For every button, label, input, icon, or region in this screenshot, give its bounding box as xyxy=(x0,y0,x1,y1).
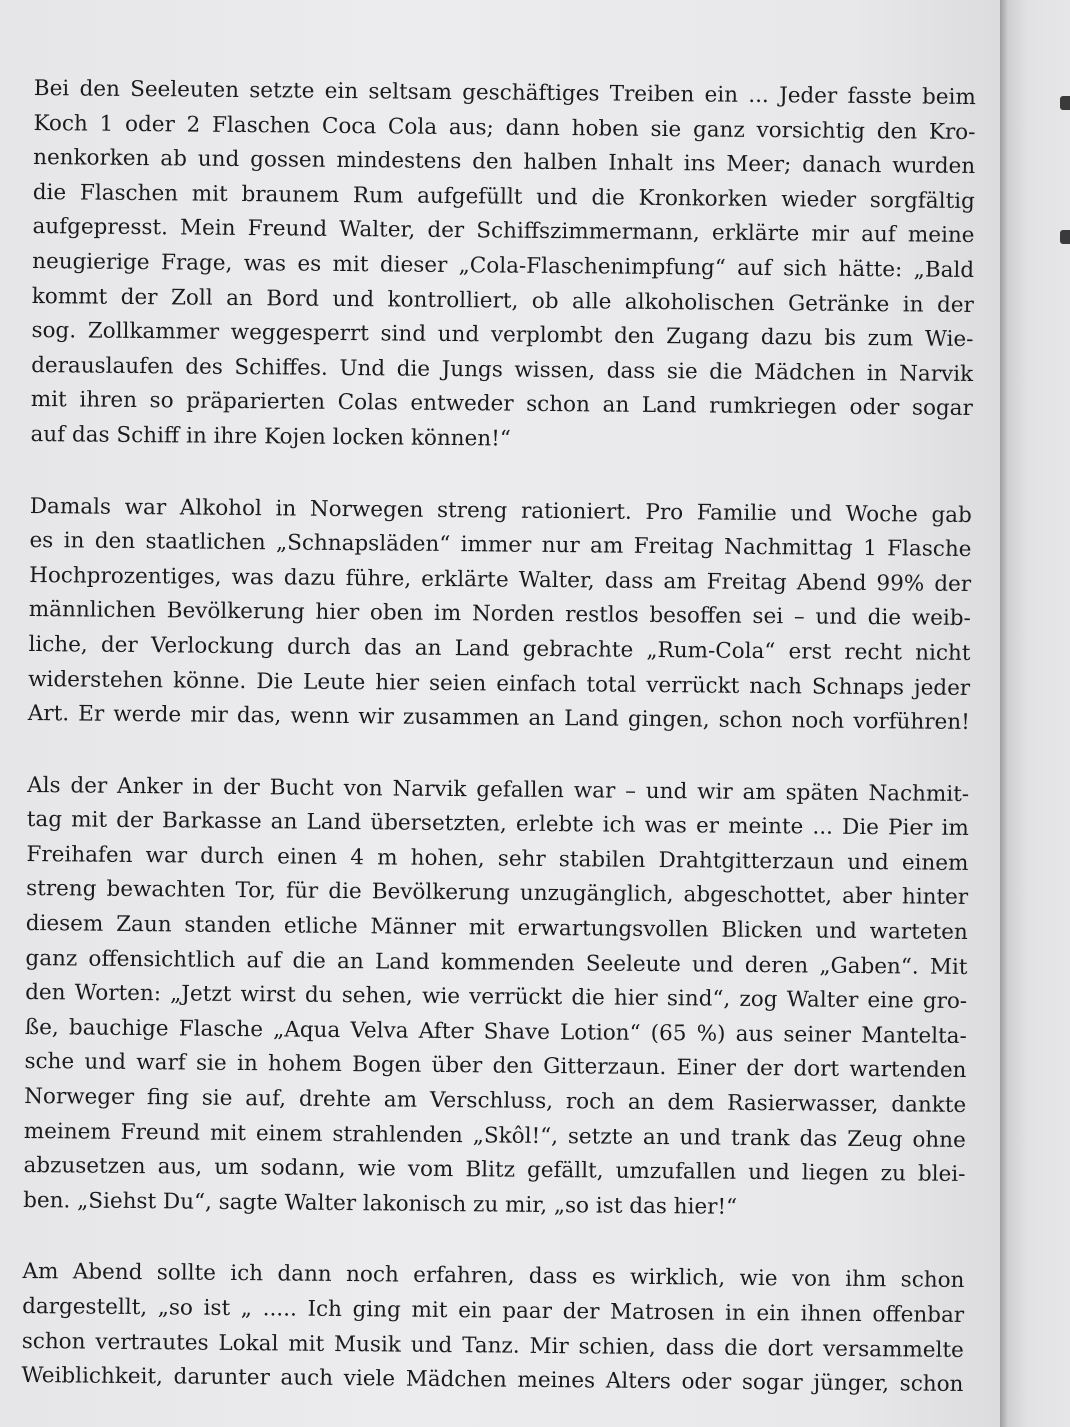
text-line: sche und warf sie in hohem Bogen über den Gitterzaun. Einer der dort wartenden xyxy=(24,1049,967,1084)
text-line: Bei den Seeleuten setzte ein seltsam geschäftiges Treiben ein ... Jeder fasste beim xyxy=(33,75,976,111)
text-line: sog. Zollkammer weggesperrt sind und verplombt den Zugang dazu bis zum Wie- xyxy=(31,318,974,353)
text-line: Am Abend sollte ich dann noch erfahren, dass es wirklich, wie von ihm schon xyxy=(22,1259,965,1294)
text-line: streng bewachten Tor, für die Bevölkerung unzugänglich, abgeschottet, aber hinter xyxy=(26,876,969,911)
text-line: liche, der Verlockung durch das an Land gebrachte „Rum-Cola“ erst recht nicht xyxy=(28,631,971,666)
text-line: Norweger fing sie auf, drehte am Verschluss, roch an dem Rasierwasser, dankte xyxy=(24,1083,967,1119)
text-line: nenkorken ab und gossen mindestens den halben Inhalt ins Meer; danach wurden xyxy=(33,145,976,180)
text-line: kommt der Zoll an Bord und kontrolliert, ob alle alkoholischen Getränke in der xyxy=(31,283,974,318)
text-line: Art. Er werde mir das, wenn wir zusammen an Land gingen, schon noch vorführen! xyxy=(27,701,970,736)
text-line: neugierige Frage, was es mit dieser „Cola-Flaschenimpfung“ auf sich hätte: „Bald xyxy=(32,248,975,284)
text-line: die Flaschen mit braunem Rum aufgefüllt und die Kronkorken wieder sorgfältig xyxy=(32,179,975,214)
body-text xyxy=(21,72,976,1403)
text-line: derauslaufen des Schiffes. Und die Jungs wissen, dass sie die Mädchen in Narvik xyxy=(31,352,974,387)
text-line: diesem Zaun standen etliche Männer mit erwartungsvollen Blicken und warteten xyxy=(25,911,968,946)
text-line: Freihafen war durch einen 4 m hohen, sehr stabilen Drahtgitterzaun und einem xyxy=(26,841,969,876)
text-line: ben. „Siehst Du“, sagte Walter lakonisch zu mir, „so ist das hier!“ xyxy=(23,1187,738,1220)
text-line: mit ihren so präparierten Colas entweder schon an Land rumkriegen oder sogar xyxy=(30,387,973,422)
paragraph-2 xyxy=(28,490,972,741)
text-line: den Worten: „Jetzt wirst du sehen, wie verrückt die hier sind“, zog Walter eine gro- xyxy=(25,980,968,1015)
paragraph-1 xyxy=(30,72,976,462)
text-line: aufgepresst. Mein Freund Walter, der Schiffszimmermann, erklärte mir auf meine xyxy=(32,214,975,249)
text-line: ße, bauchige Flasche „Aqua Velva After Shave Lotion“ (65 %) aus seiner Mantelta- xyxy=(24,1014,967,1049)
text-line: Weiblichkeit, darunter auch viele Mädchen meines Alters oder sogar jünger, schon xyxy=(21,1363,964,1398)
text-line: ganz offensichtlich auf die an Land kommenden Seeleute und deren „Gaben“. Mit xyxy=(25,945,968,980)
next-page-edge xyxy=(1000,0,1070,1427)
text-line: abzusetzen aus, um sodann, wie vom Blitz gefällt, umzufallen und liegen zu blei- xyxy=(23,1153,966,1188)
text-line: Als der Anker in der Bucht von Narvik gefallen war – und wir am späten Nachmit- xyxy=(27,772,970,807)
text-line: dargestellt, „so ist „ ..... Ich ging mit ein paar der Matrosen in ein ihnen offenbar xyxy=(22,1293,965,1328)
text-line: meinem Freund mit einem strahlenden „Skôl!“, setzte an und trank das Zeug ohne xyxy=(23,1118,966,1153)
text-line: männlichen Bevölkerung hier oben im Norden restlos besoffen sei – und die weib- xyxy=(28,597,971,632)
text-line: tag mit der Barkasse an Land übersetzten, erlebte ich was er meinte ... Die Pier im xyxy=(26,807,969,842)
paragraph-4 xyxy=(21,1255,964,1402)
text-line: auf das Schiff in ihre Kojen locken können!“ xyxy=(30,421,511,452)
next-page-glyph xyxy=(1060,96,1070,110)
text-line: Damals war Alkohol in Norwegen streng rationiert. Pro Familie und Woche gab xyxy=(29,493,972,528)
text-line: widerstehen könne. Die Leute hier seien einfach total verrückt nach Schnaps jeder xyxy=(28,666,971,701)
text-line: Hochprozentiges, was dazu führe, erklärte Walter, dass am Freitag Abend 99% der xyxy=(29,562,972,597)
text-line: Koch 1 oder 2 Flaschen Coca Cola aus; dann hoben sie ganz vorsichtig den Kro- xyxy=(33,110,976,145)
text-line: es in den staatlichen „Schnapsläden“ immer nur am Freitag Nachmittag 1 Flasche xyxy=(29,528,972,563)
text-line: schon vertrautes Lokal mit Musik und Tanz. Mir schien, dass die dort versammelte xyxy=(21,1328,964,1363)
paragraph-3 xyxy=(23,769,969,1228)
next-page-glyph xyxy=(1060,230,1070,244)
